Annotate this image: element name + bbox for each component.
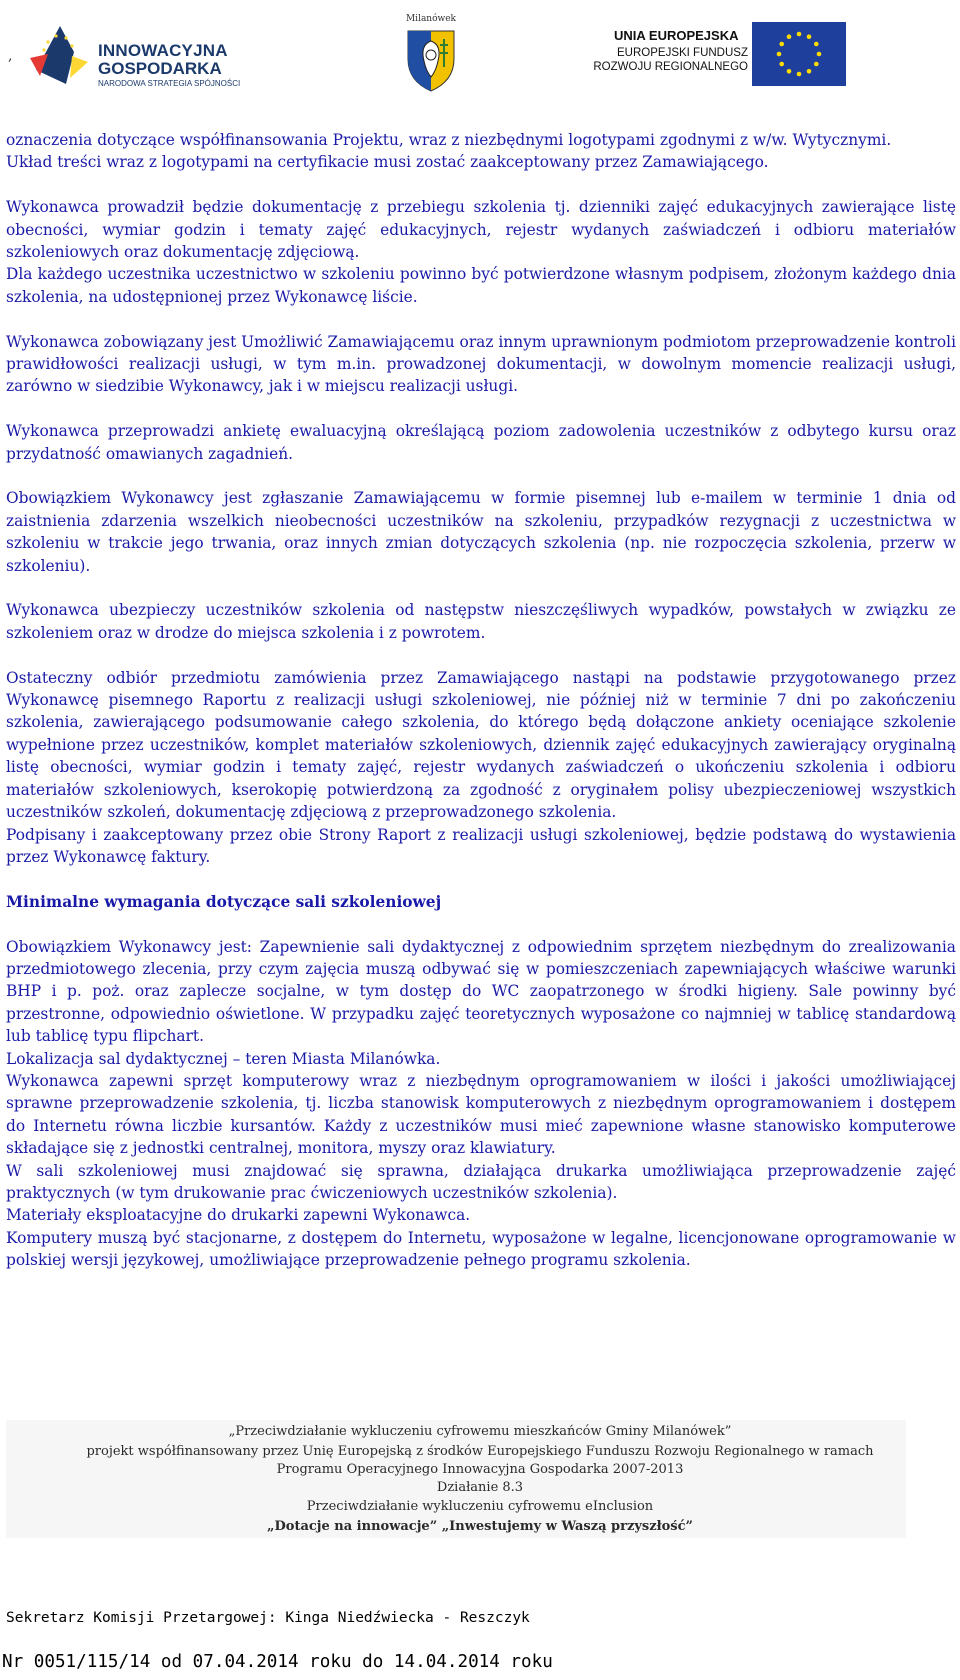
project-footer <box>0 1420 960 1546</box>
eu-flag-icon <box>752 22 846 86</box>
footer-line-slogans: „Dotacje na innowacje” „Inwestujemy w Waszą przyszłość” <box>267 1519 693 1534</box>
footer-line-cofinancing: projekt współfinansowany przez Unię Europejską z środków Europejskiego Funduszu Rozwoju Regionalnego w ramach <box>86 1444 874 1459</box>
eu-logo-line3: ROZWOJU REGIONALNEGO <box>593 61 748 73</box>
footer-line-project-title: „Przeciwdziałanie wykluczeniu cyfrowemu mieszkańców Gminy Milanówek” <box>228 1424 732 1439</box>
reference-number: Nr 0051/115/14 od 07.04.2014 roku do 14.04.2014 roku <box>2 1652 553 1672</box>
eu-logo <box>580 22 848 88</box>
eu-logo-line2: EUROPEJSKI FUNDUSZ <box>617 47 748 59</box>
paragraph-insurance: Wykonawca ubezpieczy uczestników szkolenia od następstw nieszczęśliwych wypadków, powstałych w związku ze szkoleniem oraz w drodze do miejsca szkolenia i z powrotem. <box>6 601 956 642</box>
paragraph-location: Lokalizacja sal dydaktycznej – teren Miasta Milanówka. <box>6 1049 441 1068</box>
footer-line-measure: Działanie 8.3 <box>436 1480 524 1495</box>
document-body <box>6 129 956 1272</box>
paragraph-printer: W sali szkoleniowej musi znajdować się sprawna, działająca drukarka umożliwiająca przeprowadzenie zajęć praktycznych (w tym drukowanie prac ćwiczeniowych uczestników szkolenia). <box>6 1161 956 1202</box>
paragraph-final-acceptance: Ostateczny odbiór przedmiotu zamówienia przez Zamawiającego nastąpi na podstawie przygotowanego przez Wykonawcę pisemnego Raportu z realizacji usługi szkoleniowej, nie później niż w terminie 7 dni po zakończeniu szkolenia, zawierającego podsumowanie całego szkolenia, do którego będą dołączone ankiety oceniające szkolenie wypełnione przez uczestników, komplet materiałów szkoleniowych, dziennik zajęć edukacyjnych zawierający oryginalną listę obecności, wymiar godzin i tematy zajęć, rejestr wydanych zaświadczeń o ukończeniu szkolenia i odbioru materiałów szkoleniowych, kserokopię potwierdzoną za zgodność z oryginałem polisy ubezpieczeniowej wszystkich uczestników szkoleń, dokumentację zdjęciową z przeprowadzonego szkolenia. <box>6 668 956 822</box>
paragraph-computer-equipment: Wykonawca zapewni sprzęt komputerowy wraz z niezbędnym oprogramowaniem w ilości i jakości umożliwiającej sprawne przeprowadzenie szkolenia, tj. liczba stanowisk komputerowych z niezbędnym oprogramowaniem i dostępem do Internetu równa liczbie kursantów. Każdy z uczestników musi mieć zapewnione własne stanowisko komputerowe składające się z jednostki centralnej, monitora, myszy oraz klawiatury. <box>6 1071 956 1158</box>
paragraph-training-room: Obowiązkiem Wykonawcy jest: Zapewnienie sali dydaktycznej z odpowiednim sprzętem niezbędnym do zrealizowania przedmiotowego zlecenia, przy czym zajęcia muszą odbywać się w pomieszczeniach zapewniających właściwe warunki BHP i p. poż. oraz zaplecze socjalne, w tym dostęp do WC zaopatrzonego w środki higieny. Sale powinny być przestronne, odpowiednio oświetlone. W przypadku zajęć teoretycznych wyposażone co najmniej w tablicę standardową lub tablicę typu flipchart. <box>6 937 956 1046</box>
ig-logo-line3: NARODOWA STRATEGIA SPÓJNOŚCI <box>98 79 241 88</box>
paragraph-cofinancing-markings: oznaczenia dotyczące współfinansowania Projektu, wraz z niezbędnymi logotypami zgodnymi z w/w. Wytycznymi. <box>6 131 892 149</box>
paragraph-control: Wykonawca zobowiązany jest Umożliwić Zamawiającemu oraz innym uprawnionym podmiotom przeprowadzenie kontroli prawidłowości realizacji usługi, w tym m.in. prowadzonej dokumentacji, w dowolnym momencie realizacji usługi, zarówno w siedzibie Wykonawcy, jak i w miejscu realizacji usługi. <box>6 332 956 396</box>
footer-line-program: Programu Operacyjnego Innowacyjna Gospodarka 2007-2013 <box>276 1462 684 1477</box>
paragraph-printer-supplies: Materiały eksploatacyjne do drukarki zapewni Wykonawca. <box>6 1206 471 1225</box>
ig-logo-line1: INNOWACYJNA <box>98 41 228 60</box>
coat-of-arms-icon <box>396 27 466 93</box>
paragraph-attendance-signature: Dla każdego uczestnika uczestnictwo w szkoleniu powinno być potwierdzone własnym podpisem, złożonym każdego dnia szkolenia, na udostępnionej przez Wykonawcę liście. <box>6 265 956 306</box>
paragraph-invoice-basis: Podpisany i zaakceptowany przez obie Strony Raport z realizacji usługi szkoleniowej, będzie podstawą do wystawienia przez Wykonawcę faktury. <box>6 825 956 866</box>
paragraph-computers-requirements: Komputery muszą być stacjonarne, z dostępem do Internetu, wyposażone w legalne, licencjonowane oprogramowanie w polskiej wersji językowej, umożliwiające przeprowadzenie pełnego programu szkolenia. <box>6 1228 956 1270</box>
paragraph-evaluation-survey: Wykonawca przeprowadzi ankietę ewaluacyjną określającą poziom zadowolenia uczestników z odbytego kursu oraz przydatność omawianych zagadnień. <box>6 422 956 463</box>
ig-logo-line2: GOSPODARKA <box>98 59 222 78</box>
paragraph-absence-reporting: Obowiązkiem Wykonawcy jest zgłaszanie Zamawiającemu w formie pisemnej lub e-mailem w terminie 1 dnia od zaistnienia zdarzenia wszelkich nieobecności uczestników na szkoleniu, przypadków rezygnacji z uczestnictwa w szkoleniu w trakcie jego trwania, oraz innych zmian dotyczących szkolenia (np. nie rozpoczęcia szkolenia, przerw w szkoleniu). <box>6 489 956 575</box>
logo-header <box>0 0 960 110</box>
secretary-signature: Sekretarz Komisji Przetargowej: Kinga Niedźwiecka - Reszczyk <box>6 1610 530 1626</box>
milanowek-crest <box>396 14 466 94</box>
paragraph-documentation: Wykonawca prowadził będzie dokumentację z przebiegu szkolenia tj. dzienniki zajęć edukacyjnych zawierające listę obecności, wymiar godzin i tematy zajęć edukacyjnych, rejestr wydanych zaświadczeń i odbioru materiałów szkoleniowych oraz dokumentację zdjęciową. <box>6 198 956 262</box>
footer-line-einclusion: Przeciwdziałanie wykluczeniu cyfrowemu eInclusion <box>306 1499 654 1514</box>
crest-name: Milanówek <box>405 14 457 24</box>
innowacyjna-gospodarka-logo <box>26 22 241 92</box>
eu-logo-line1: UNIA EUROPEJSKA <box>614 28 739 43</box>
ig-emblem-icon <box>26 22 96 92</box>
section-heading: Minimalne wymagania dotyczące sali szkoleniowej <box>6 892 442 911</box>
paragraph-certificate-layout: Układ treści wraz z logotypami na certyfikacie musi zostać zaakceptowany przez Zamawiającego. <box>6 153 769 172</box>
stray-mark: , <box>8 48 13 64</box>
